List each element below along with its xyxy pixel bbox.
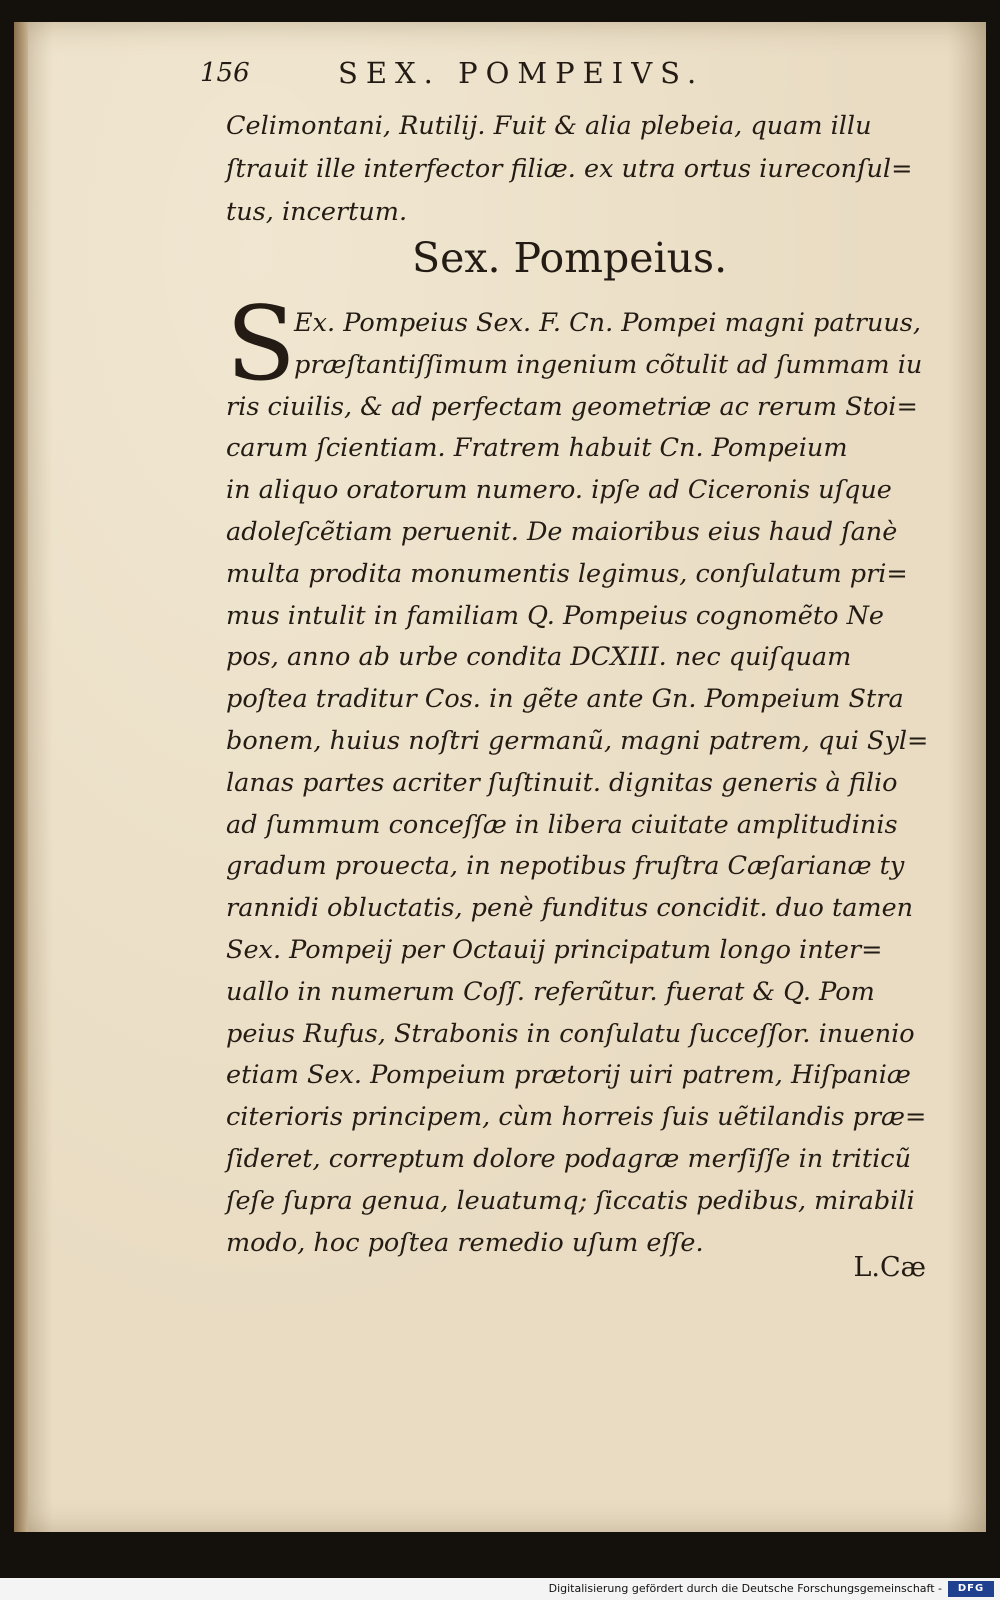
previous-entry-ending (226, 105, 916, 234)
text-line: in aliquo oratorum numero. ipſe ad Ciceronis uſque (226, 475, 892, 506)
text-line: rannidi obluctatis, penè funditus concidit. duo tamen (226, 893, 914, 924)
text-line: ad ſummum conceſſæ in libera ciuitate amplitudinis (226, 809, 898, 840)
text-line: ris ciuilis, & ad perfectam geometriæ ac rerum Stoi= (226, 391, 918, 422)
funding-credit: Digitalisierung gefördert durch die Deutsche Forschungsgemeinschaft - (548, 1582, 942, 1595)
running-title: SEX. POMPEIVS. (338, 56, 705, 90)
catchword: L.Cæ (853, 1252, 926, 1283)
text-line: poſtea traditur Cos. in gẽte ante Gn. Pompeium Stra (226, 684, 904, 715)
text-line: multa prodita monumentis legimus, conſulatum pri= (226, 558, 908, 589)
body-text (226, 303, 929, 1264)
text-line: mus intulit in familiam Q. Pompeius cognomẽto Ne (226, 600, 884, 631)
running-head (200, 50, 920, 96)
text-line: uallo in numerum Coſſ. referũtur. fuerat & Q. Pom (226, 976, 875, 1007)
dfg-logo[interactable]: DFG (948, 1581, 994, 1597)
text-line: gradum prouecta, in nepotibus fruſtra Cæſarianæ ty (226, 851, 905, 882)
text-line: citerioris principem, cùm horreis ſuis uẽtilandis præ= (226, 1102, 927, 1133)
text-line: peius Rufus, Strabonis in conſulatu ſucceſſor. inuenio (226, 1018, 915, 1049)
text-line: pos, anno ab urbe condita DCXIII. nec quiſquam (226, 642, 852, 673)
text-line: lanas partes acriter ſuſtinuit. dignitas generis à filio (226, 767, 898, 798)
text-line: præſtantiſſimum ingenium cõtulit ad ſummam iu (294, 349, 923, 380)
text-line: ſeſe ſupra genua, leuatumq; ſiccatis pedibus, mirabili (226, 1185, 915, 1216)
text-line: modo, hoc poſtea remedio uſum eſſe. (226, 1227, 704, 1258)
text-line: tus, incertum. (226, 197, 408, 227)
text-line: carum ſcientiam. Fratrem habuit Cn. Pompeium (226, 433, 848, 464)
digitization-footer (0, 1578, 1000, 1600)
text-line: Sex. Pompeij per Octauij principatum longo inter= (226, 934, 883, 965)
page-gutter (14, 22, 28, 1532)
text-line: Celimontani, Rutilij. Fuit & alia plebeia, quam illu (226, 111, 872, 141)
text-line: ſideret, correptum dolore podagræ merſiſſe in triticũ (226, 1143, 912, 1174)
text-line: etiam Sex. Pompeium prætorij uiri patrem, Hiſpaniæ (226, 1060, 911, 1091)
text-line: bonem, huius noſtri germanũ, magni patrem, qui Syl= (226, 725, 929, 756)
drop-cap: S (226, 285, 296, 404)
section-heading: Sex. Pompeius. (412, 234, 728, 282)
text-line: ſtrauit ille interfector filiæ. ex utra ortus iureconſul= (226, 154, 913, 184)
text-line: Ex. Pompeius Sex. F. Cn. Pompei magni patruus, (294, 308, 922, 338)
page-number: 156 (200, 58, 250, 88)
text-line: adoleſcẽtiam peruenit. De maioribus eius haud ſanè (226, 516, 898, 547)
